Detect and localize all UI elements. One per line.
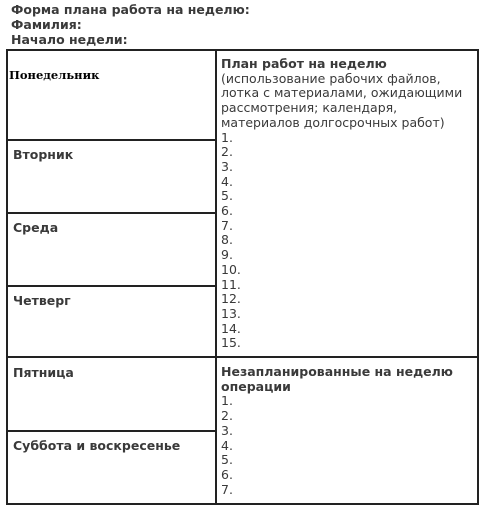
unplanned-item: 6. (221, 466, 233, 482)
weekly-plan-table (6, 49, 479, 505)
plan-subtitle: (использование рабочих файлов, лотка с материалами, ожидающими рассмотрения; календаря, материалов долгосрочных работ) (221, 70, 463, 130)
plan-cell (221, 57, 476, 351)
unplanned-item: 4. (221, 437, 233, 453)
row-divider (8, 430, 215, 432)
day-wednesday: Среда (13, 220, 59, 235)
plan-item: 6. (221, 203, 233, 219)
row-divider (8, 139, 215, 141)
unplanned-items (221, 394, 476, 497)
unplanned-item: 5. (221, 452, 233, 468)
plan-item: 3. (221, 158, 233, 174)
unplanned-item: 7. (221, 481, 233, 497)
form-header (11, 2, 250, 47)
column-divider (215, 51, 217, 503)
row-divider (8, 212, 215, 214)
day-monday: Понедельник (9, 68, 100, 82)
plan-item: 9. (221, 247, 233, 263)
plan-item: 12. (221, 291, 241, 307)
unplanned-title: Незапланированные на неделю операции (221, 364, 453, 394)
plan-item: 13. (221, 305, 241, 321)
plan-item: 7. (221, 217, 233, 233)
day-friday: Пятница (13, 365, 74, 380)
unplanned-cell (221, 365, 476, 497)
week-start-label: Начало недели: (11, 32, 128, 47)
plan-item: 14. (221, 320, 241, 336)
plan-item: 10. (221, 261, 241, 277)
plan-item: 11. (221, 276, 241, 292)
unplanned-item: 2. (221, 408, 233, 424)
plan-item: 1. (221, 129, 233, 145)
surname-label: Фамилия: (11, 17, 82, 32)
plan-item: 15. (221, 335, 241, 351)
form-title: Форма плана работа на неделю: (11, 2, 250, 17)
unplanned-item: 3. (221, 422, 233, 438)
unplanned-item: 1. (221, 393, 233, 409)
plan-items (221, 131, 476, 352)
day-tuesday: Вторник (13, 147, 74, 162)
plan-item: 8. (221, 232, 233, 248)
plan-item: 2. (221, 144, 233, 160)
section-divider (8, 356, 477, 358)
row-divider (8, 285, 215, 287)
plan-item: 5. (221, 188, 233, 204)
plan-title: План работ на неделю (221, 56, 387, 71)
day-thursday: Четверг (13, 293, 71, 308)
plan-item: 4. (221, 173, 233, 189)
day-weekend: Суббота и воскресенье (13, 438, 181, 453)
